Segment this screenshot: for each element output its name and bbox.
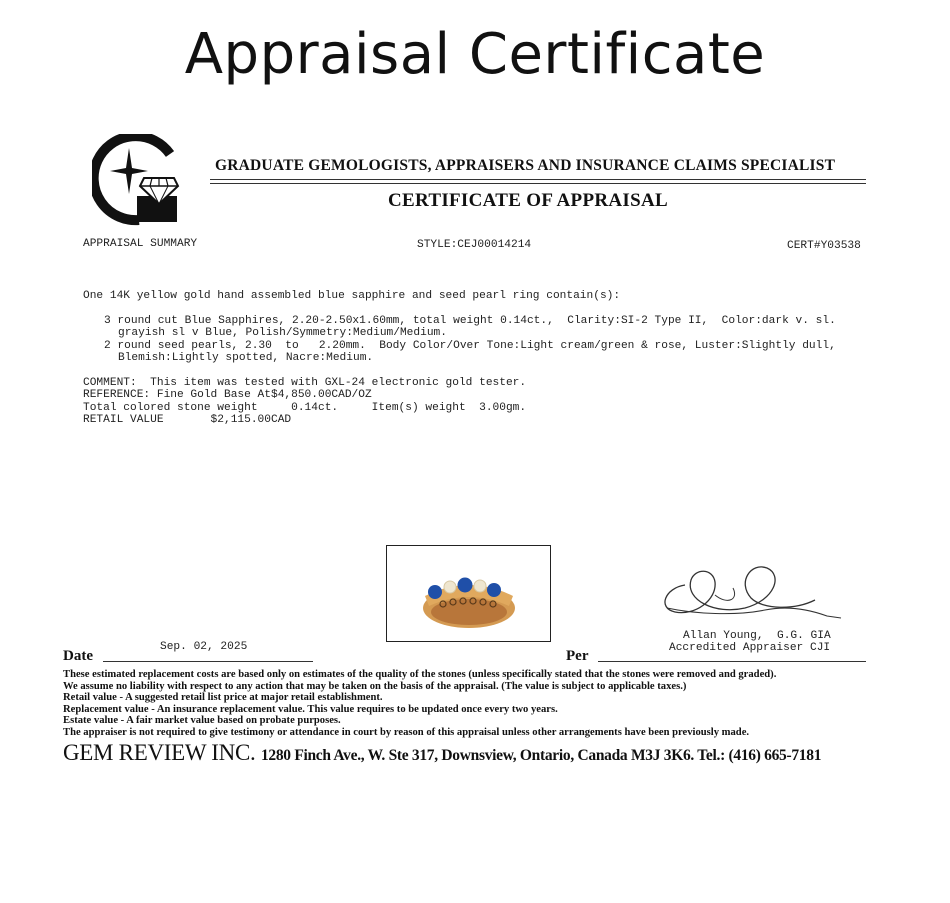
pearl-stone	[474, 580, 486, 592]
ring-image	[387, 546, 550, 641]
reference-line: REFERENCE: Fine Gold Base At$4,850.00CAD/OZ	[83, 389, 372, 401]
note-line: Replacement value - An insurance replacement value. This value requires to be updated once every two years.	[63, 703, 558, 715]
appraiser-signature	[655, 560, 850, 630]
pearl-stone	[444, 581, 456, 593]
note-line: These estimated replacement costs are based only on estimates of the quality of the stones (unless specifically stated that the stones were removed and graded).	[63, 669, 777, 680]
page-heading: Appraisal Certificate	[184, 22, 766, 87]
certificate-title: CERTIFICATE OF APPRAISAL	[388, 190, 668, 211]
per-label: Per	[566, 648, 589, 664]
sapphire-line-1: 3 round cut Blue Sapphires, 2.20-2.50x1.60mm, total weight 0.14ct., Clarity:SI-2 Type II, Color:dark v. sl.	[104, 315, 836, 327]
company-footer	[63, 740, 821, 766]
per-line	[598, 661, 866, 662]
certificate-number: CERT#Y03538	[787, 240, 861, 252]
company-logo	[92, 134, 187, 229]
item-description-intro: One 14K yellow gold hand assembled blue sapphire and seed pearl ring contain(s):	[83, 290, 621, 302]
pearl-line-1: 2 round seed pearls, 2.30 to 2.20mm. Body Color/Over Tone:Light cream/green & rose, Luster:Slightly dull,	[104, 340, 836, 352]
note-line: We assume no liability with respect to any action that may be taken on the basis of the appraisal. (The value is subject to applicable taxes.)	[63, 680, 687, 692]
date-value: Sep. 02, 2025	[160, 641, 248, 653]
sapphire-line-2: grayish sl v Blue, Polish/Symmetry:Medium/Medium.	[118, 327, 447, 339]
style-number: STYLE:CEJ00014214	[417, 239, 532, 251]
ring-photo	[386, 545, 551, 642]
note-line: Estate value - A fair market value based on probate purposes.	[63, 715, 341, 727]
organization-name: GRADUATE GEMOLOGISTS, APPRAISERS AND INSURANCE CLAIMS SPECIALIST	[215, 157, 836, 174]
company-name: GEM REVIEW INC.	[63, 740, 256, 765]
pearl-line-2: Blemish:Lightly spotted, Nacre:Medium.	[118, 352, 374, 364]
note-line: The appraiser is not required to give testimony or attendance in court by reason of this appraisal unless other arrangements have been previously made.	[63, 726, 750, 738]
company-address: 1280 Finch Ave., W. Ste 317, Downsview, Ontario, Canada M3J 3K6. Tel.: (416) 665-7181	[260, 747, 822, 764]
disclaimer-notes	[63, 669, 776, 739]
appraiser-name: Allan Young, G.G. GIA	[683, 630, 831, 642]
date-line	[103, 661, 313, 662]
gem-logo-icon	[92, 134, 187, 229]
date-label: Date	[63, 648, 93, 664]
comment-line: COMMENT: This item was tested with GXL-24 electronic gold tester.	[83, 377, 527, 389]
appraiser-title: Accredited Appraiser CJI	[669, 642, 831, 654]
header-rule-top	[210, 179, 866, 180]
header-rule-bottom	[210, 183, 866, 184]
sapphire-stone	[458, 578, 473, 593]
appraisal-summary-label: APPRAISAL SUMMARY	[83, 238, 198, 250]
signature-image	[655, 560, 850, 630]
sapphire-stone	[428, 585, 442, 599]
retail-value-line: RETAIL VALUE $2,115.00CAD	[83, 414, 292, 426]
sapphire-stone	[487, 583, 501, 597]
total-weight-line: Total colored stone weight 0.14ct. Item(s) weight 3.00gm.	[83, 402, 527, 414]
note-line: Retail value - A suggested retail list price at major retail establishment.	[63, 692, 383, 704]
